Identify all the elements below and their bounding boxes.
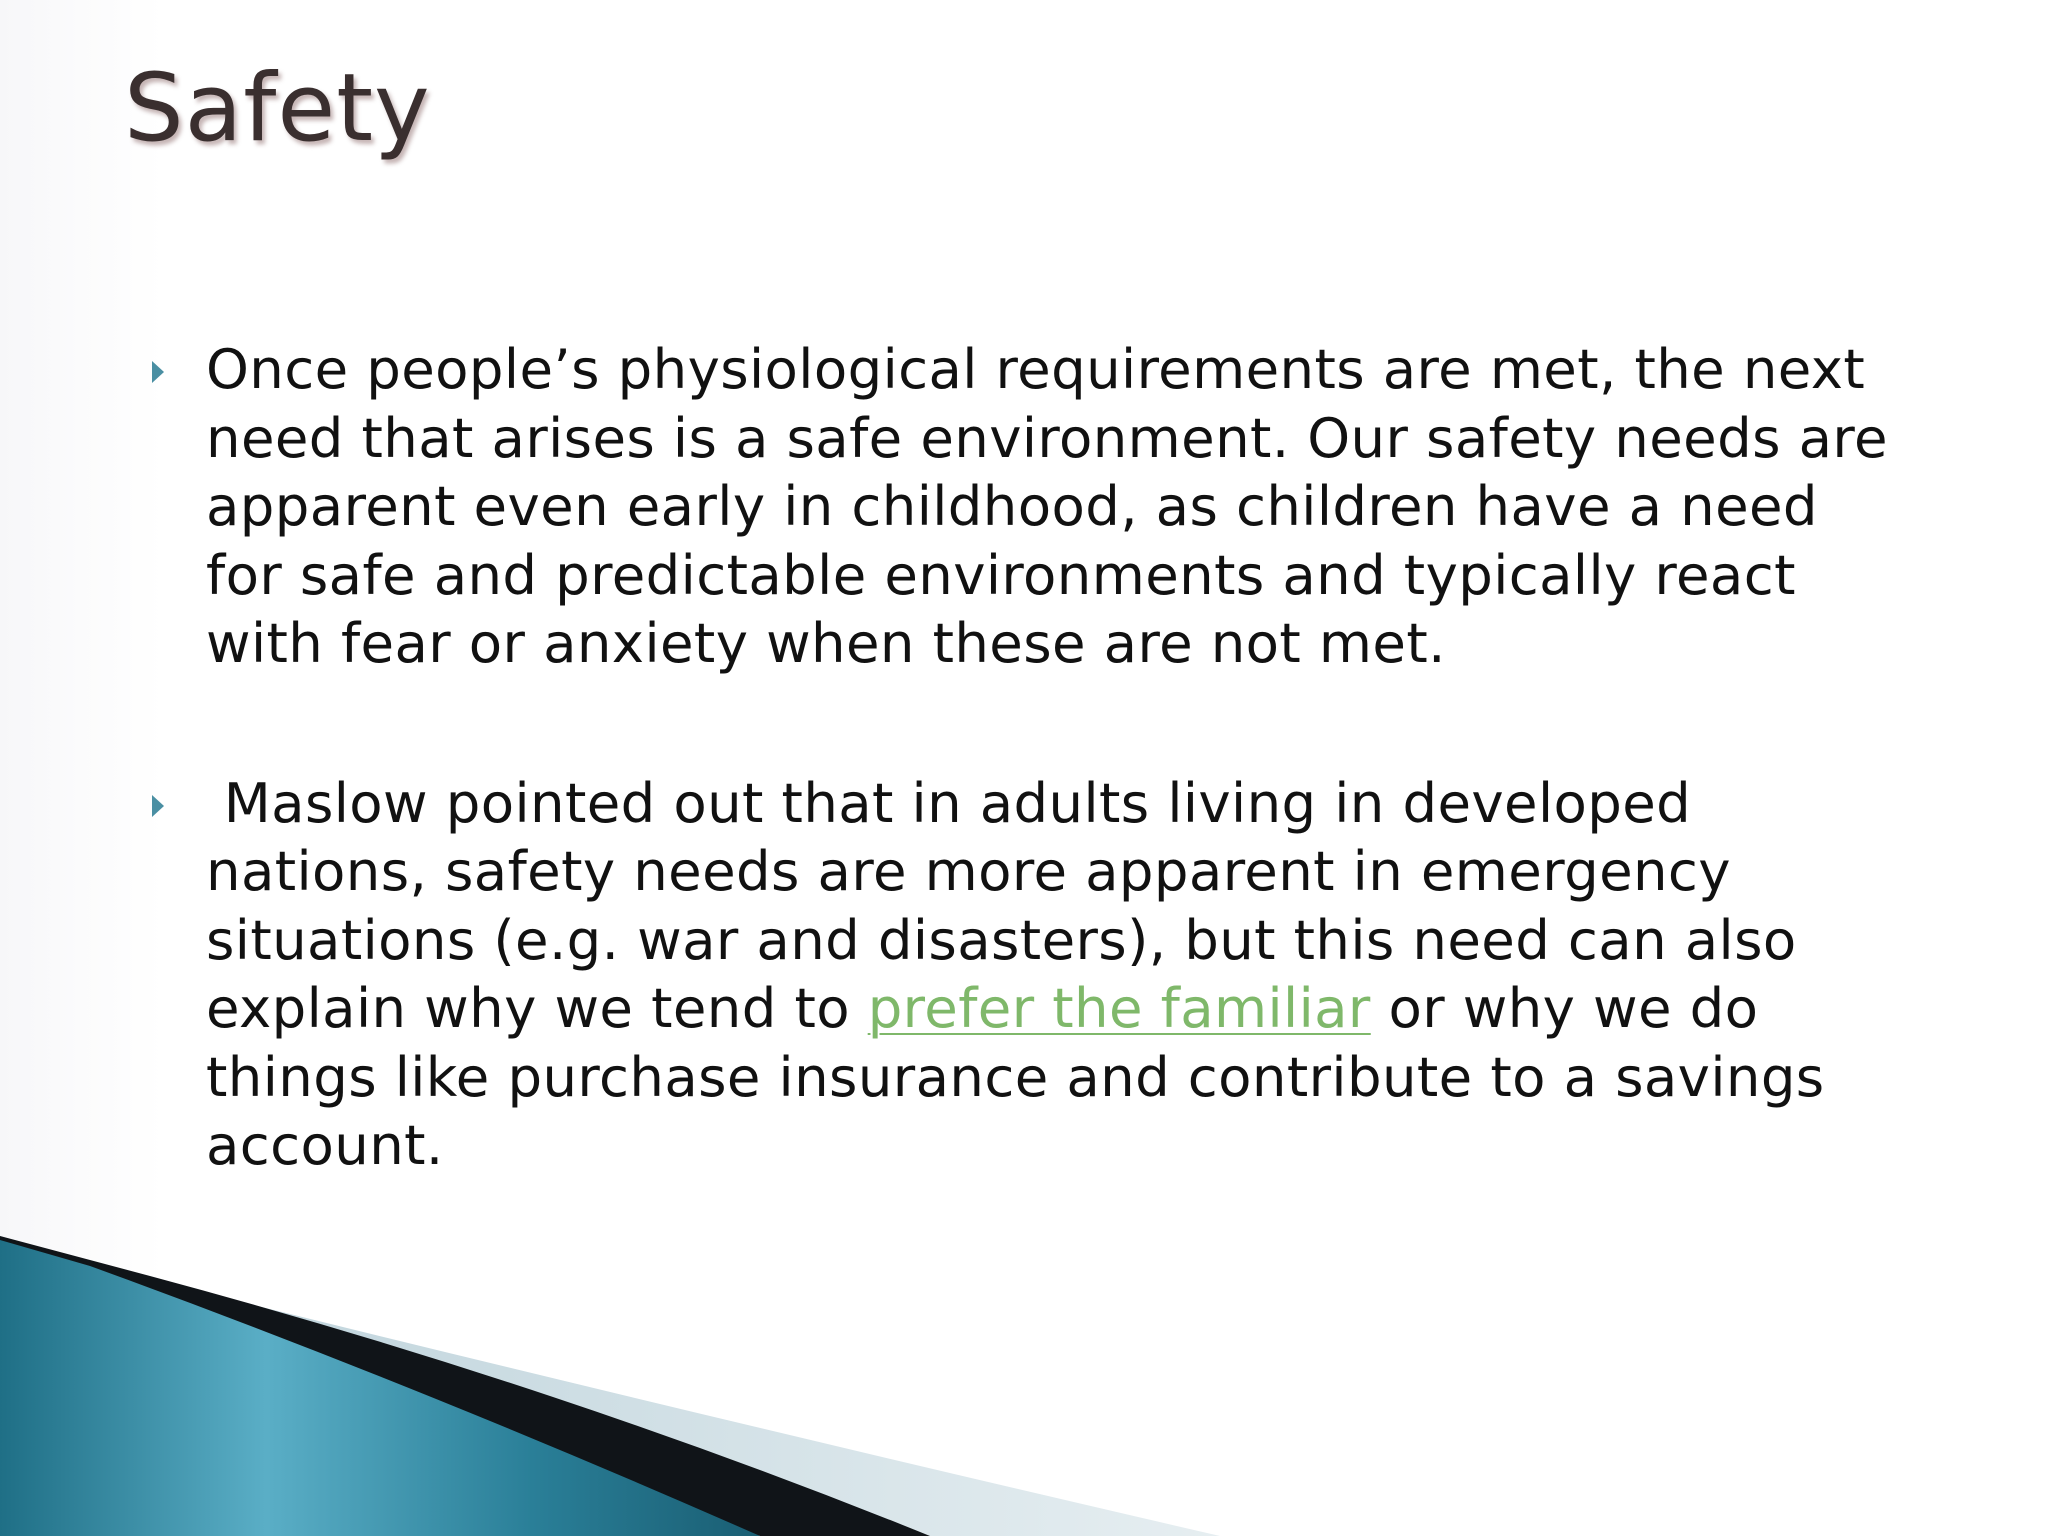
bullet-text-2-start: Maslow pointed out that in adults living in developed nations, safety needs are more apparent in emergency situations (e.g. war and disasters), but this need can also explain why we tend to (206, 770, 1815, 1040)
bullet-text-1: Once people’s physiological requirements are met, the next need that arises is a safe environment. Our safety needs are apparent even early in childhood, as children have a need for safe and predictable environments and typically react with fear or anxiety when these are not met. (206, 337, 1888, 675)
slide-title: Safety (124, 54, 431, 163)
triangle-bullet-icon (152, 795, 164, 817)
teal-swoosh-band (0, 1240, 760, 1536)
prefer-the-familiar-link[interactable]: prefer the familiar (867, 976, 1371, 1040)
bullet-list (146, 335, 1906, 1271)
triangle-bullet-icon (152, 361, 164, 383)
bullet-text-2-end: or why we do things like purchase insurance and contribute to a savings account. (206, 976, 1825, 1177)
bullet-item-2 (146, 769, 1906, 1180)
bullet-item-1 (146, 335, 1906, 678)
corner-swoosh-decoration (0, 1236, 2048, 1536)
